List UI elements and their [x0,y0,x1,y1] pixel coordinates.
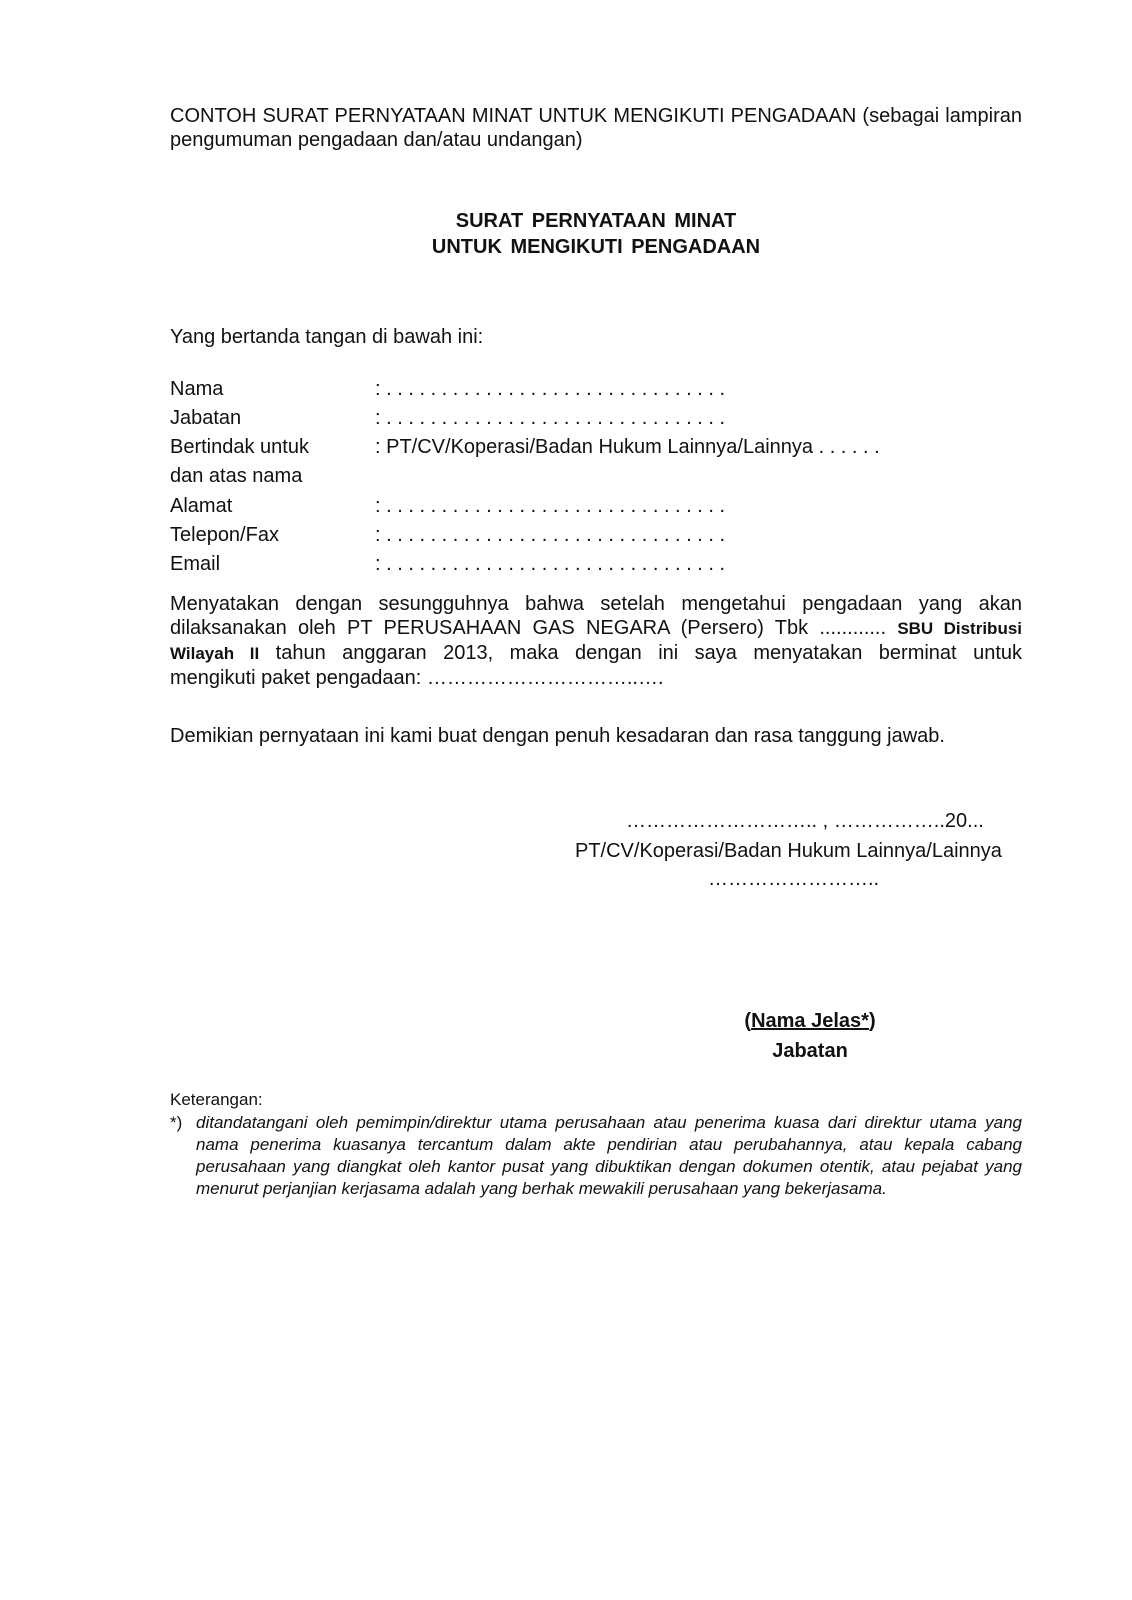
note-text: ditandatangani oleh pemimpin/direktur utama perusahaan atau penerima kuasa dari direktur utama yang nama penerima kuasanya tercantum dalam akte pendirian atau perubahannya, atau kepala cabang perusahaan yang diangkat oleh kantor pusat yang dibuktikan dengan dokumen otentik, atau pejabat yang menurut perjanjian kerjasama adalah yang berhak mewakili perusahaan yang bekerjasama. [196,1113,1022,1198]
statement-text: mengikuti paket pengadaan: …………………………..…. [170,667,664,689]
statement-text: Menyatakan dengan sesungguhnya bahwa setelah mengetahui pengadaan yang akan [170,593,1022,615]
signature-position: Jabatan [772,1040,848,1062]
document-title-line-1: SURAT PERNYATAAN MINAT [455,210,737,232]
note-marker: *) [170,1113,183,1132]
notes-heading: Keterangan: [170,1090,263,1109]
field-atas-nama [170,465,1030,491]
signature-name-close: ) [868,1010,876,1032]
signature-entity: PT/CV/Koperasi/Badan Hukum Lainnya/Lainnya [575,840,1002,862]
field-value: : . . . . . . . . . . . . . . . . . . . . . . . . . . . . . . . [375,553,726,575]
field-label: Telepon/Fax [170,524,279,546]
signature-dots: …………………….. [708,868,880,890]
statement-bold-text: SBU Distribusi [897,619,1023,638]
field-value: : . . . . . . . . . . . . . . . . . . . . . . . . . . . . . . . [375,495,726,517]
intro-text: Yang bertanda tangan di bawah ini: [170,326,484,348]
statement-paragraph [170,592,1022,690]
statement-bold-text: Wilayah II [170,644,260,663]
statement-text: tahun anggaran 2013, maka dengan ini saya menyatakan berminat untuk [275,642,1022,664]
field-label: Alamat [170,495,233,517]
statement-line [170,666,1022,690]
signature-date-line: ……………………….. , ……………..20... [626,810,984,832]
field-telepon [170,524,1030,550]
field-value: : . . . . . . . . . . . . . . . . . . . . . . . . . . . . . . . [375,378,726,400]
field-label: Email [170,553,221,575]
field-label: dan atas nama [170,465,303,487]
field-bertindak [170,436,1030,462]
header-note: CONTOH SURAT PERNYATAAN MINAT UNTUK MENGIKUTI PENGADAAN (sebagai lampiran pengumuman pengadaan dan/atau undangan) [170,105,1022,151]
field-label: Bertindak untuk [170,436,309,458]
field-alamat [170,495,1030,521]
field-value: : . . . . . . . . . . . . . . . . . . . . . . . . . . . . . . . [375,407,726,429]
signature-name-open: ( [744,1010,752,1032]
closing-text: Demikian pernyataan ini kami buat dengan penuh kesadaran dan rasa tanggung jawab. [170,725,945,747]
statement-line [170,641,1022,666]
field-label: Nama [170,378,224,400]
signature-name [720,1010,900,1033]
field-value: : PT/CV/Koperasi/Badan Hukum Lainnya/Lainnya . . . . . . [375,436,880,458]
field-label: Jabatan [170,407,242,429]
field-jabatan [170,407,1030,433]
field-email [170,553,1030,579]
field-value: : . . . . . . . . . . . . . . . . . . . . . . . . . . . . . . . [375,524,726,546]
field-nama [170,378,1030,404]
document-title-line-2: UNTUK MENGIKUTI PENGADAAN [431,236,761,258]
signature-name-text: Nama Jelas* [751,1010,869,1032]
statement-line [170,616,1022,641]
statement-text: dilaksanakan oleh PT PERUSAHAAN GAS NEGARA (Persero) Tbk ............ [170,617,887,639]
statement-line [170,592,1022,616]
